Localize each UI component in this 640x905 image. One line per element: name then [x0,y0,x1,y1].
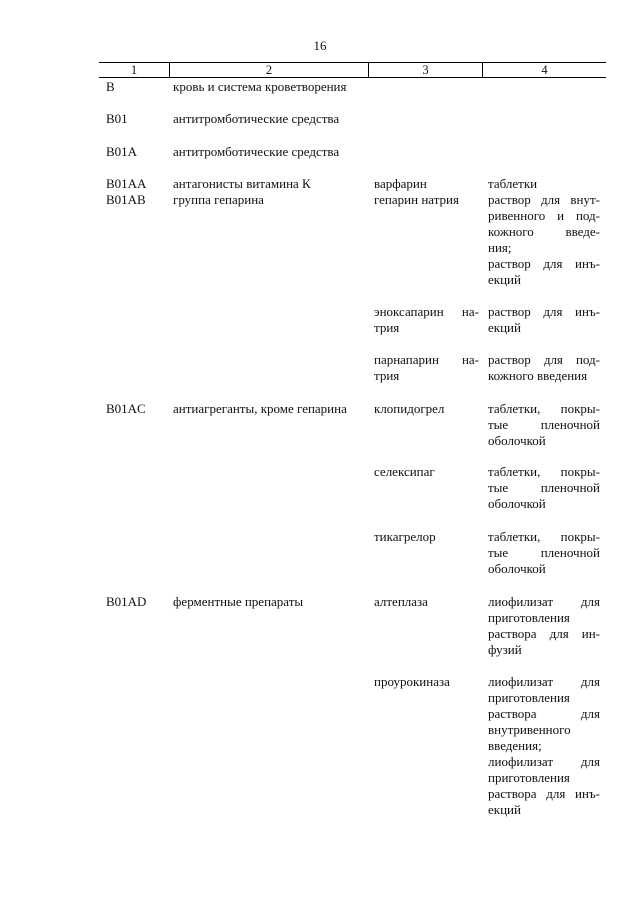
dosage-form-line: кожного введения [488,368,588,383]
atc-code: B01AB [106,192,146,207]
dosage-form-line: раствора для [488,706,600,721]
header-col-4: 4 [541,63,548,77]
dosage-form-line: ния; [488,240,512,255]
dosage-form [488,352,600,384]
dosage-form-line: екций [488,320,521,335]
dosage-form-line: раствора для инъ- [488,786,600,801]
atc-code: B01AA [106,176,147,191]
drug-name-line: парнапарин на- [374,352,479,367]
dosage-form-line: тые пленочной [488,417,600,432]
drug-name: проурокиназа [374,674,450,689]
dosage-form: таблетки [488,176,538,191]
dosage-form [488,401,600,449]
page-number: 16 [313,38,327,53]
drug-name: гепарин натрия [374,192,459,207]
dosage-form [488,464,600,512]
dosage-form-line: тые пленочной [488,480,600,495]
drug-name: алтеплаза [374,594,428,609]
header-col-3: 3 [422,63,429,77]
atc-group-name: кровь и система кроветворения [173,79,347,94]
drug-name: варфарин [374,176,427,191]
atc-group-name: антитромботические средства [173,144,340,159]
dosage-form [488,674,600,818]
dosage-form-line: лиофилизат для [488,594,600,609]
atc-code: B01 [106,111,128,126]
dosage-form-line: екций [488,272,521,287]
drug-name [374,304,479,336]
atc-code: B01AD [106,594,147,609]
drug-name: клопидогрел [374,401,445,416]
dosage-form-line: раствор для внут- [488,192,600,207]
dosage-form-line: екций [488,802,521,817]
dosage-form-line: ривенного и под- [488,208,600,223]
dosage-form-line: раствор для инъ- [488,304,600,319]
dosage-form [488,304,600,336]
drug-name: селексипаг [374,464,435,479]
dosage-form-line: раствора для ин- [488,626,600,641]
drug-name-line: эноксапарин на- [374,304,479,319]
table-header [99,62,606,78]
atc-group-name: антитромботические средства [173,111,340,126]
atc-code: B01AC [106,401,146,416]
dosage-form-line: приготовления [488,770,570,785]
dosage-form [488,594,600,658]
atc-group-name: антагонисты витамина К [173,176,311,191]
atc-group-name: антиагреганты, кроме гепарина [173,401,347,416]
dosage-form [488,192,600,288]
header-col-1: 1 [130,63,138,77]
dosage-form [488,529,600,577]
dosage-form-line: лиофилизат для [488,754,600,769]
drug-name: тикагрелор [374,529,436,544]
dosage-form-line: приготовления [488,610,570,625]
dosage-form-line: лиофилизат для [488,674,600,689]
drug-name [374,352,479,384]
atc-code: B01A [106,144,138,159]
dosage-form-line: фузий [488,642,522,657]
atc-group-name: группа гепарина [173,192,264,207]
dosage-form-line: тые пленочной [488,545,600,560]
dosage-form-line: таблетки, покры- [488,529,600,544]
drug-name-line: трия [374,320,400,335]
dosage-form-line: оболочкой [488,433,546,448]
dosage-form-line: раствор для под- [488,352,600,367]
dosage-form-line: введения; [488,738,542,753]
dosage-form-line: таблетки, покры- [488,401,600,416]
dosage-form-line: таблетки, покры- [488,464,600,479]
dosage-form-line: оболочкой [488,561,546,576]
dosage-form-line: оболочкой [488,496,546,511]
dosage-form-line: кожного введе- [488,224,600,239]
atc-group-name: ферментные препараты [173,594,304,609]
atc-code: B [106,79,115,94]
dosage-form-line: приготовления [488,690,570,705]
drug-name-line: трия [374,368,400,383]
dosage-form-line: раствор для инъ- [488,256,600,271]
header-col-2: 2 [265,63,273,77]
dosage-form-line: внутривенного [488,722,571,737]
